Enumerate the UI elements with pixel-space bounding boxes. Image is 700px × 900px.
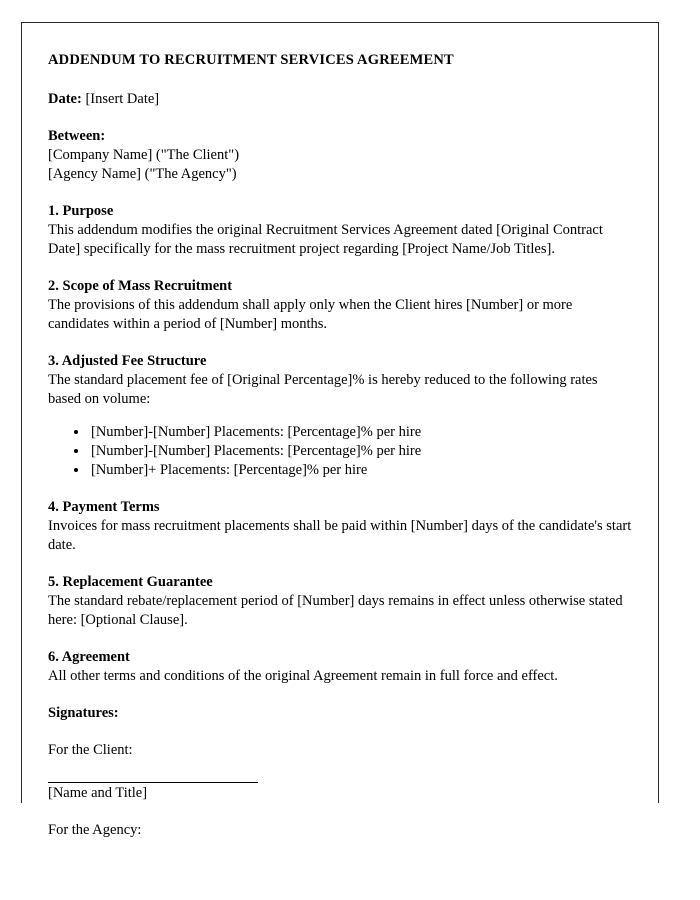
document-body [22, 23, 658, 840]
date-line [48, 90, 632, 109]
section-heading: 2. Scope of Mass Recruitment [48, 278, 233, 294]
section-body: This addendum modifies the original Recruitment Services Agreement dated [Original Contract Date] specifically for the mass recruitment project regarding [Project Name/Job Titles]. [48, 222, 603, 257]
signatures-label: Signatures: [48, 705, 119, 721]
section-heading: 5. Replacement Guarantee [48, 574, 213, 590]
between-block [48, 127, 632, 184]
signature-client-name-placeholder: [Name and Title] [48, 785, 148, 801]
party-client: [Company Name] ("The Client") [48, 147, 240, 163]
between-label: Between: [48, 128, 106, 144]
list-item: • [Number]+ Placements: [Percentage]% per hire [89, 461, 632, 480]
section-adjusted-fee-structure [48, 352, 632, 480]
section-body: The provisions of this addendum shall apply only when the Client hires [Number] or more candidates within a period of [Number] months. [48, 297, 573, 332]
section-heading: 6. Agreement [48, 649, 130, 665]
signature-line-client [48, 782, 258, 783]
section-purpose [48, 202, 632, 259]
section-body: The standard placement fee of [Original Percentage]% is hereby reduced to the following rates based on volume: [48, 372, 598, 407]
date-value: [Insert Date] [85, 91, 160, 107]
list-item: • [Number]-[Number] Placements: [Percentage]% per hire [89, 442, 632, 461]
section-replacement-guarantee [48, 573, 632, 630]
list-item: • [Number]-[Number] Placements: [Percentage]% per hire [89, 423, 632, 442]
section-body: All other terms and conditions of the original Agreement remain in full force and effect. [48, 668, 558, 684]
fee-tier-list [48, 423, 632, 480]
section-payment-terms [48, 498, 632, 555]
section-body: Invoices for mass recruitment placements shall be paid within [Number] days of the candidate's start date. [48, 518, 632, 553]
signature-client-label: For the Client: [48, 742, 133, 758]
section-heading: 4. Payment Terms [48, 499, 160, 515]
signature-agency-label: For the Agency: [48, 822, 142, 838]
section-scope-of-mass-recruitment [48, 277, 632, 334]
section-heading: 1. Purpose [48, 203, 114, 219]
date-block [48, 90, 632, 109]
document-page [21, 22, 659, 838]
party-agency: [Agency Name] ("The Agency") [48, 166, 237, 182]
signature-block [48, 704, 632, 840]
section-heading: 3. Adjusted Fee Structure [48, 353, 207, 369]
page-title: ADDENDUM TO RECRUITMENT SERVICES AGREEMENT [48, 52, 454, 68]
date-label: Date: [48, 91, 82, 107]
section-body: The standard rebate/replacement period of [Number] days remains in effect unless otherwise stated here: [Optional Clause]. [48, 593, 623, 628]
section-agreement [48, 648, 632, 686]
